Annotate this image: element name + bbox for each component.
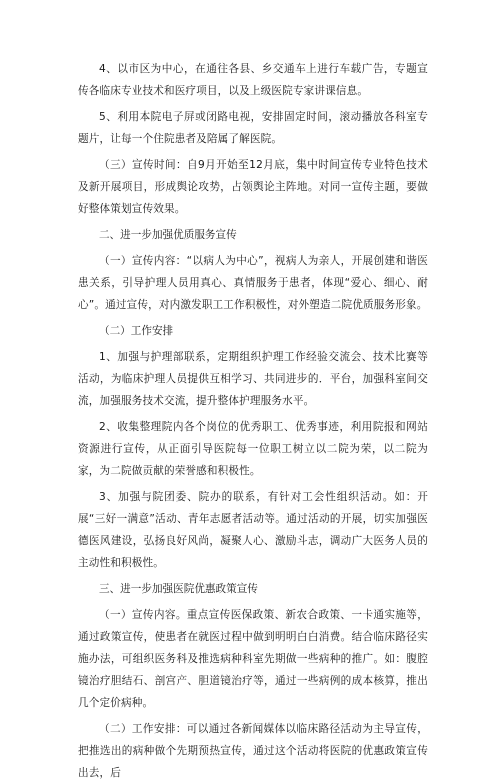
section-heading-preferential-policy: 三、进一步加强医院优惠政策宣传 <box>99 583 258 595</box>
subsection-heading-work-arrangement: （二）工作安排 <box>99 325 174 337</box>
paragraph-outstanding-staff: 2、收集整理院内各个岗位的优秀职工、优秀事迹，利用院报和网站资源进行宣传，从正面引导医院每一位职工树立以二院为荣，以二院为家，为二院做贡献的荣誉感和积极性。 <box>78 421 428 477</box>
paragraph-policy-arrangement: （二）工作安排：可以通过各新闻媒体以临床路径活动为主导宣传，把推选出的病种做个先期预热宣传，通过这个活动将医院的优惠政策宣传出去，后 <box>78 723 428 779</box>
paragraph-nursing-department: 1、加强与护理部联系，定期组织护理工作经验交流会、技术比赛等活动，为临床护理人员提供互相学习、共同进步的．平台，加强科室间交流，加强服务技术交流，提升整体护理服务水平。 <box>78 351 428 407</box>
paragraph-electronic-screen: 5、利用本院电子屏或闭路电视，安排固定时间，滚动播放各科室专题片，让每一个住院患者及陪属了解医院。 <box>78 111 428 145</box>
paragraph-youth-league: 3、加强与院团委、院办的联系，有针对工会性组织活动。如：开展“三好一满意”活动、青年志愿者活动等。通过活动的开展，切实加强医德医风建设，弘扬良好风尚，凝聚人心、激励斗志，调动广大医务人员的主动性和积极性。 <box>78 491 428 569</box>
paragraph-publicity-time: （三）宣传时间：自9月开始至12月底，集中时间宣传专业特色技术及新开展项目，形成舆论攻势，占领舆论主阵地。对同一宣传主题，要做好整体策划宣传效果。 <box>78 159 428 215</box>
paragraph-ad-on-buses: 4、以市区为中心，在通往各县、乡交通车上进行车载广告，专题宣传各临床专业技术和医疗项目，以及上级医院专家讲课信息。 <box>78 63 428 97</box>
paragraph-publicity-content: （一）宣传内容：“以病人为中心”，视病人为亲人，开展创建和谐医患关系，引导护理人员用真心、真情服务于患者，体现“爱心、细心、耐心”。通过宣传，对内激发职工工作积极性，对外塑造二院优质服务形象。 <box>78 255 428 311</box>
paragraph-policy-content: （一）宣传内容。重点宣传医保政策、新农合政策、一卡通实施等，通过政策宣传，使患者在就医过程中做到明明白白消费。结合临床路径实施办法，可组织医务科及推选病种科室先期做一些病种的推广。如：腹腔镜治疗胆结石、剖宫产、胆道镜治疗等，通过一些病例的成本核算，推出几个定价病种。 <box>78 609 428 709</box>
section-heading-quality-service: 二、进一步加强优质服务宣传 <box>99 229 237 241</box>
